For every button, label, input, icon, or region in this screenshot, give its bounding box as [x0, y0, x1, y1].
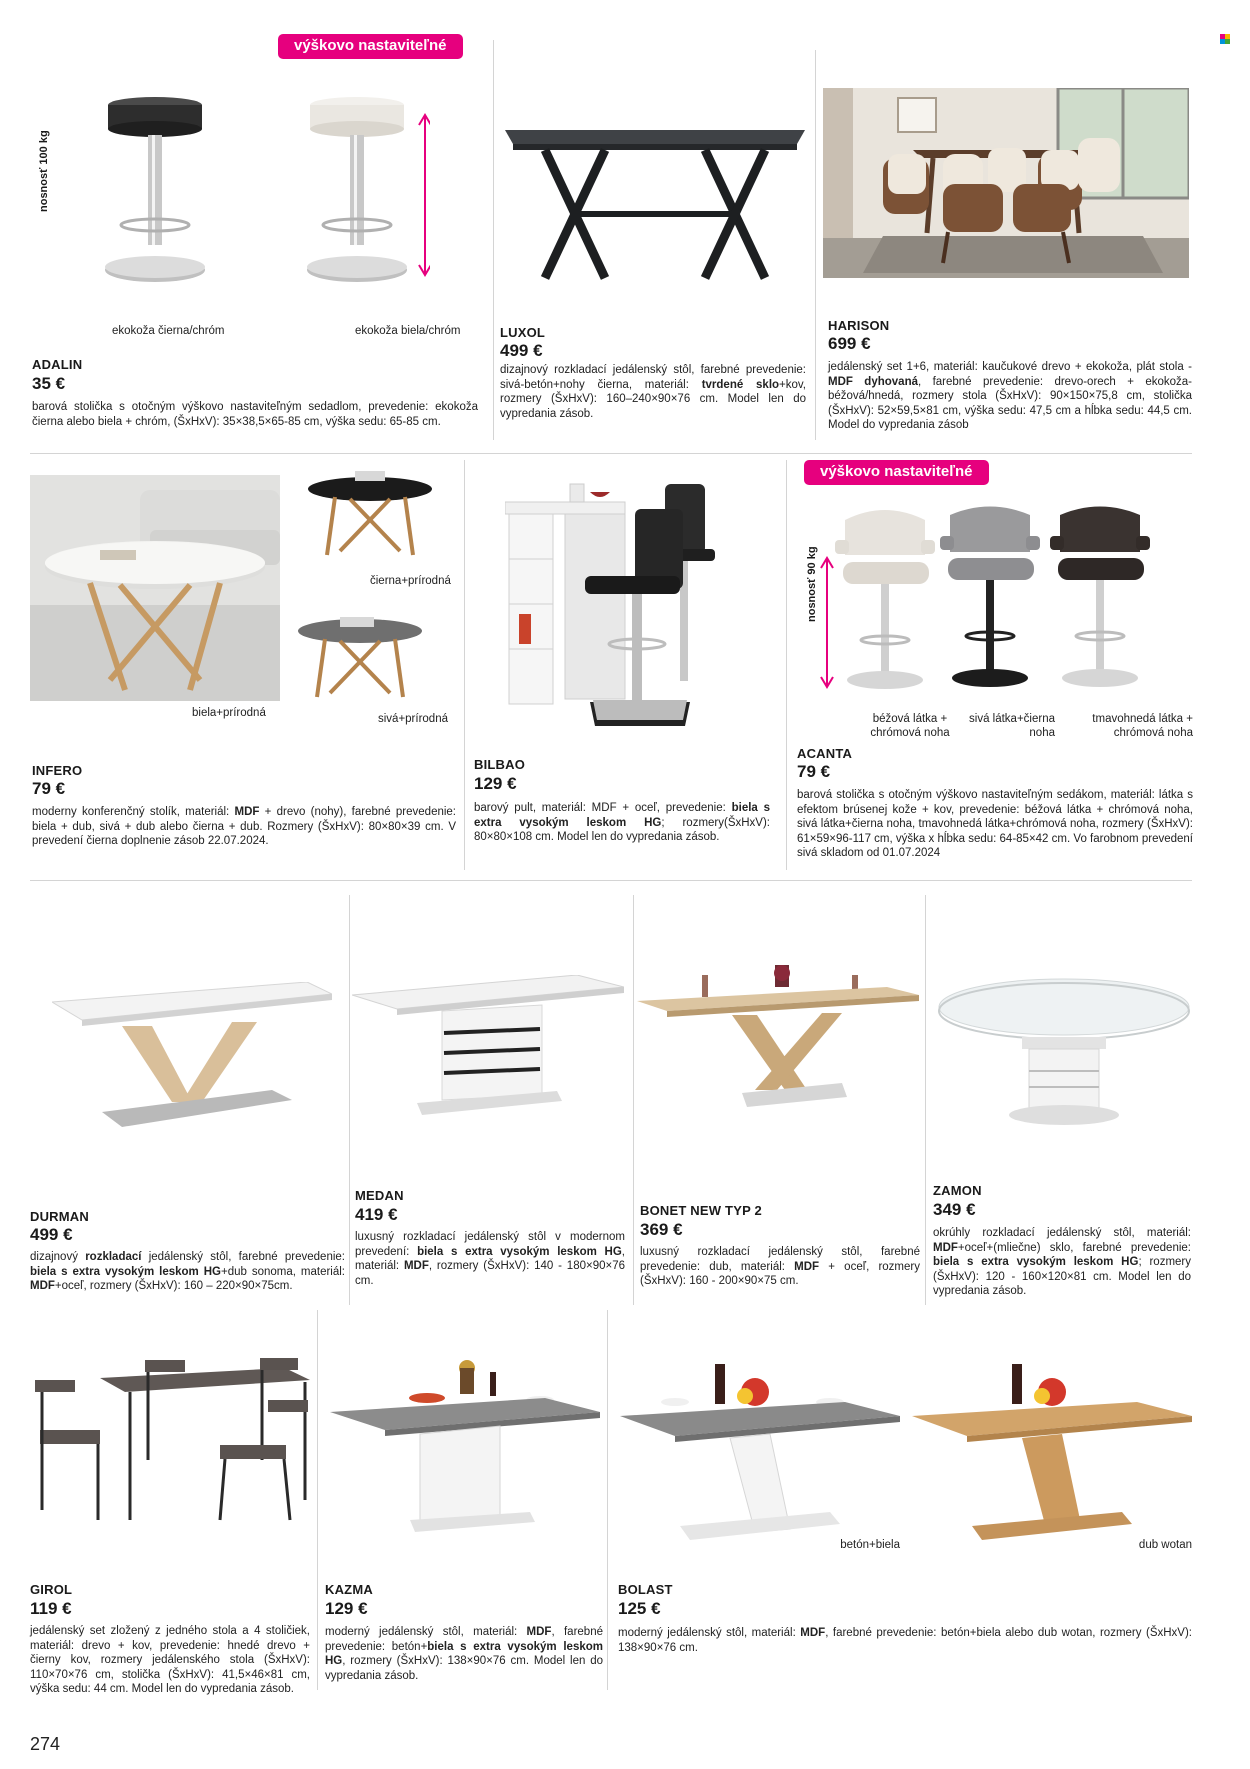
load-capacity-label: nosnosť 100 kg [38, 130, 50, 212]
kazma-table-image [330, 1360, 600, 1535]
divider-v [317, 1310, 318, 1690]
kazma-price: 129 € [325, 1599, 368, 1618]
divider-h [30, 880, 1192, 881]
durman-table-image [52, 982, 332, 1142]
harison-product-name: HARISON [828, 318, 890, 333]
bolast-concrete-table-image [620, 1364, 900, 1554]
harison-description: jedálenský set 1+6, materiál: kaučukové drevo + ekokoža, plát stola - MDF dyhovaná, farebné prevedenie: drevo-orech + ekokoža-béžová/hnedá, rozmery stola (ŠxHxV): 90×150×75,8 cm, stolička (ŠxHxV): 52×59,5×81 cm, výška sedu: 47,5 cm a hĺbka sedu: 44,5 cm. Model do vypredania zásob [828, 361, 1192, 431]
bilbao-product-name: BILBAO [474, 757, 526, 772]
acanta-variant-grey-caption: sivá látka+čierna noha [969, 713, 1055, 739]
durman-description: dizajnový rozkladací jedálenský stôl, farebné prevedenie: biela s extra vysokým leskom HG+dub sonoma, materiál: MDF+oceľ, rozmery (ŠxHxV): 160 – 220×90×75cm. [30, 1251, 345, 1292]
infero-variant-black-caption: čierna+prírodná [370, 575, 451, 587]
zamon-table-image [937, 975, 1191, 1135]
divider-v [786, 460, 787, 870]
harison-dining-set-image [823, 88, 1189, 278]
bolast-price: 125 € [618, 1599, 661, 1618]
bolast-description: moderný jedálenský stôl, materiál: MDF, farebné prevedenie: betón+biela alebo dub wotan, rozmery (ŠxHxV): 138×90×76 cm. [618, 1627, 1192, 1654]
divider-v [815, 50, 816, 440]
divider-v [349, 895, 350, 1305]
durman-price: 499 € [30, 1225, 73, 1244]
girol-description: jedálenský set zložený z jedného stola a 4 stoličiek, materiál: drevo + kov, prevedenie: hnedé drevo + čierny kov, rozmery jedálenského stola (ŠxHxV): 110×70×76 cm, stolička (ŠxHxV): 41,5×46×81 cm, výška sedu: 44 cm. Model len do vypredania zásob. [30, 1625, 310, 1695]
divider-v [925, 895, 926, 1305]
bilbao-price: 129 € [474, 774, 517, 793]
adalin-black-stool-image [90, 95, 220, 290]
bonet-description: luxusný rozkladací jedálenský stôl, farebné prevedenie: dub, materiál: MDF + oceľ, rozmery (ŠxHxV): 160 - 200×90×75 cm. [640, 1246, 920, 1287]
kazma-description: moderný jedálenský stôl, materiál: MDF, farebné prevedenie: betón+biela s extra vysokým leskom HG, rozmery (ŠxHxV): 138×90×76 cm. Model len do vypredania zásob. [325, 1626, 603, 1682]
acanta-variant-beige-caption: béžová látka + chrómová noha [870, 713, 950, 739]
adalin-price: 35 € [32, 374, 66, 393]
acanta-product-name: ACANTA [797, 746, 853, 761]
infero-description: moderny konferenčný stolík, materiál: MDF + drevo (nohy), farebné prevedenie: biela + dub, sivá + dub alebo čierna + dub. Rozmery (ŠxHxV): 80×80×39 cm. V prevedení čierna doplnenie zásob 22.07.2024. [32, 806, 457, 847]
medan-product-name: MEDAN [355, 1188, 404, 1203]
bonet-product-name: BONET NEW TYP 2 [640, 1203, 762, 1218]
adalin-white-stool-image [300, 95, 430, 290]
luxol-product-name: LUXOL [500, 325, 546, 340]
zamon-description: okrúhly rozkladací jedálenský stôl, materiál: MDF+oceľ+(mliečne) sklo, farebné prevedenie: biela s extra vysokým leskom HG; rozmery (ŠxHxV): 120 - 160×120×81 cm. Model len do vypredania zásob. [933, 1227, 1192, 1297]
acanta-chairs-image [815, 500, 1195, 700]
brand-mark-icon [1220, 34, 1230, 44]
bolast-product-name: BOLAST [618, 1582, 673, 1597]
divider-v [493, 40, 494, 440]
luxol-table-image [505, 118, 805, 288]
luxol-price: 499 € [500, 341, 543, 360]
adalin-product-name: ADALIN [32, 357, 83, 372]
bonet-price: 369 € [640, 1220, 683, 1239]
height-adjustable-badge: výškovo nastaviteľné [278, 34, 463, 59]
medan-description: luxusný rozkladací jedálenský stôl v modernom prevedení: biela s extra vysokým leskom HG, materiál: MDF, rozmery (ŠxHxV): 140 - 180×90×76 cm. [355, 1231, 625, 1287]
adalin-description: barová stolička s otočným výškovo nastaviteľným sedadlom, prevedenie: ekokoža čierna alebo biela + chróm, (ŠxHxV): 35×38,5×65-85 cm, výška sedu: 65-85 cm. [32, 401, 478, 428]
bilbao-description: barový pult, materiál: MDF + oceľ, prevedenie: biela s extra vysokým leskom HG; rozmery(ŠxHxV): 80×80×108 cm. Model len do vypredania zásob. [474, 802, 770, 843]
bolast-variant-concrete-caption: betón+biela [840, 1539, 900, 1551]
divider-h [30, 453, 1192, 454]
infero-grey-table-image [295, 605, 425, 705]
adalin-variant-white-caption: ekokoža biela/chróm [355, 325, 461, 337]
girol-dining-set-image [30, 1350, 315, 1525]
bolast-variant-oak-caption: dub wotan [1138, 1539, 1192, 1551]
zamon-price: 349 € [933, 1200, 976, 1219]
infero-price: 79 € [32, 779, 66, 798]
medan-table-image [352, 975, 624, 1125]
zamon-product-name: ZAMON [933, 1183, 982, 1198]
adalin-variant-black-caption: ekokoža čierna/chróm [112, 325, 225, 337]
infero-variant-white-caption: biela+prírodná [192, 707, 266, 719]
girol-product-name: GIROL [30, 1582, 73, 1597]
harison-price: 699 € [828, 334, 871, 353]
bolast-oak-table-image [912, 1364, 1192, 1554]
kazma-product-name: KAZMA [325, 1582, 373, 1597]
girol-price: 119 € [30, 1599, 72, 1618]
bilbao-bar-counter-image [505, 474, 745, 736]
divider-v [464, 460, 465, 870]
bonet-table-image [637, 965, 919, 1115]
page-number: 274 [30, 1734, 61, 1754]
infero-variant-grey-caption: sivá+prírodná [378, 713, 448, 725]
infero-table-scene-image [30, 475, 280, 701]
acanta-price: 79 € [797, 762, 831, 781]
divider-v [633, 895, 634, 1305]
divider-v [607, 1310, 608, 1690]
height-adjustable-badge: výškovo nastaviteľné [804, 460, 989, 485]
infero-black-table-image [305, 463, 435, 563]
infero-product-name: INFERO [32, 763, 83, 778]
medan-price: 419 € [355, 1205, 398, 1224]
acanta-variant-dark-caption: tmavohnedá látka + chrómová noha [1092, 713, 1193, 739]
durman-product-name: DURMAN [30, 1209, 89, 1224]
luxol-description: dizajnový rozkladací jedálenský stôl, farebné prevedenie: sivá-betón+nohy čierna, materiál: tvrdené sklo+kov, rozmery (ŠxHxV): 160–240×90×76 cm. Model len do vypredania zásob. [500, 364, 806, 420]
load-capacity-label: nosnosť 90 kg [806, 546, 818, 622]
acanta-description: barová stolička s otočným výškovo nastaviteľným sedákom, materiál: látka s efektom brúsenej kože + kov, prevedenie: béžová látka + chrómová noha, sivá látka+čierna noha, tmavohnedá látka+chrómová noha, rozmery (ŠxHxV): 61×59×96-117 cm, výška x hĺbka sedu: 64-85×42 cm. Vo farobnom prevedení sivá skladom od 01.07.2024 [797, 789, 1193, 859]
